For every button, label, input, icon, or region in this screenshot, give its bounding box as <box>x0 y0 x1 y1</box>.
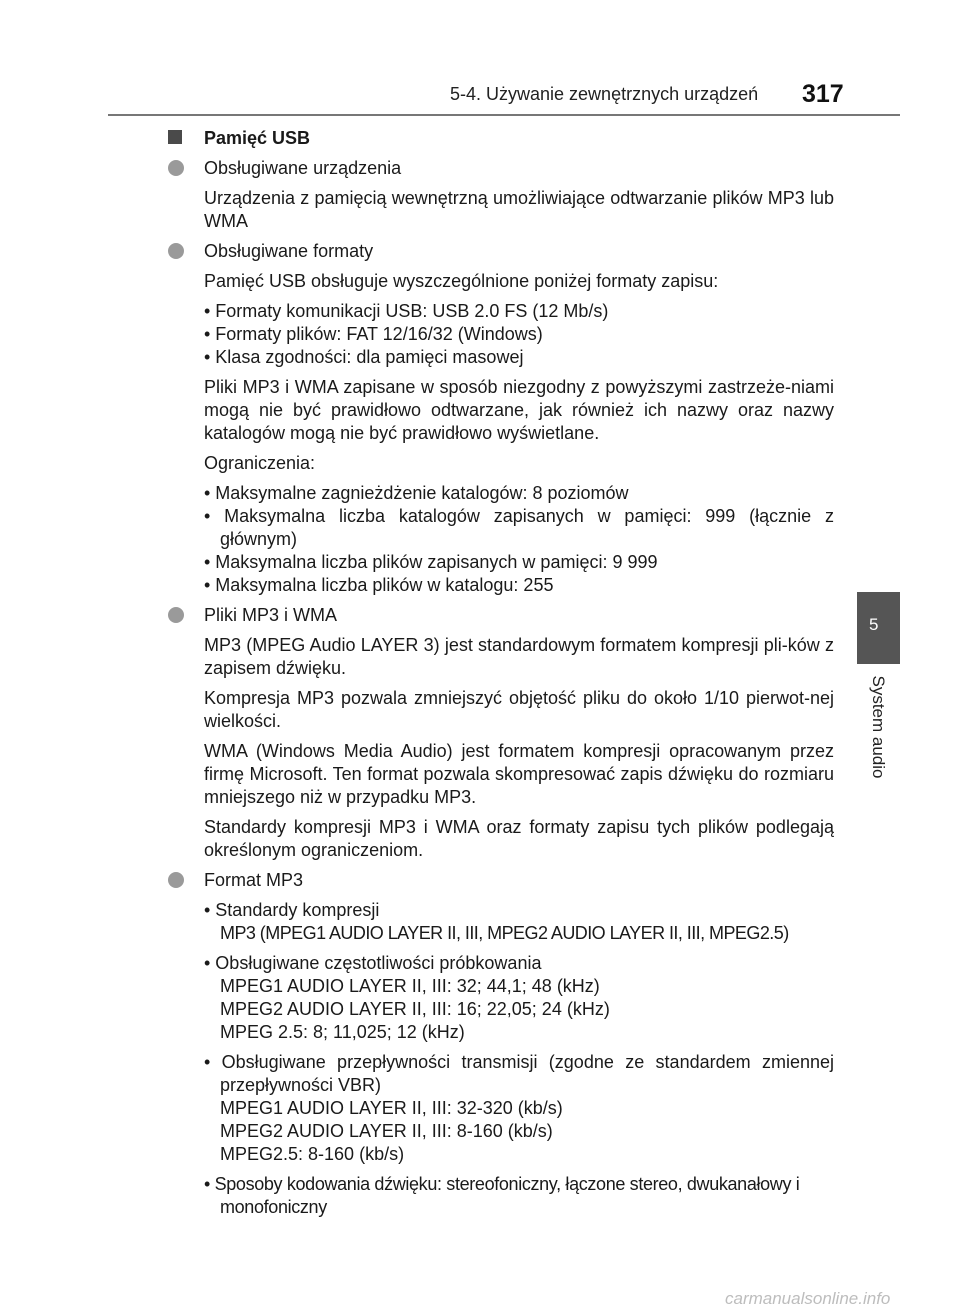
list-item: • Maksymalna liczba plików w katalogu: 255 <box>204 575 554 595</box>
square-bullet-icon <box>168 130 182 144</box>
watermark: carmanualsonline.info <box>725 1289 891 1308</box>
list-item: • Maksymalne zagnieżdżenie katalogów: 8 poziomów <box>204 483 629 503</box>
list-item: • Maksymalna liczba katalogów zapisanych w pamięci: 999 (łącznie z głównym) <box>204 506 834 549</box>
section-title: Pamięć USB <box>204 128 311 148</box>
list-item: • Formaty plików: FAT 12/16/32 (Windows) <box>204 324 543 344</box>
subheading-mp3: Format MP3 <box>168 869 834 892</box>
subheading-files: Pliki MP3 i WMA <box>168 604 834 627</box>
list-item-detail: MPEG2 AUDIO LAYER II, III: 16; 22,05; 24 (kHz) <box>220 999 610 1019</box>
files-paragraph-1: MP3 (MPEG Audio LAYER 3) jest standardowym formatem kompresji pli-ków z zapisem dźwięku. <box>204 635 834 678</box>
header-rule <box>108 114 900 116</box>
list-item-detail: MP3 (MPEG1 AUDIO LAYER II, III, MPEG2 AUDIO LAYER II, III, MPEG2.5) <box>220 923 789 943</box>
mp3-standards <box>204 899 834 945</box>
circle-bullet-icon <box>168 872 184 888</box>
chapter-tab <box>857 592 900 664</box>
circle-bullet-icon <box>168 243 184 259</box>
formats-list <box>204 300 834 369</box>
subheading-formats: Obsługiwane formaty <box>168 240 834 263</box>
page-number: 317 <box>802 80 844 108</box>
list-item: • Maksymalna liczba plików zapisanych w pamięci: 9 999 <box>204 552 658 572</box>
files-paragraph-3: WMA (Windows Media Audio) jest formatem kompresji opracowanym przez firmę Microsoft. Ten format pozwala skompresować zapis dźwięku do rozmiaru mniejszego niż w przypadku MP3. <box>204 741 834 807</box>
list-item-detail: MPEG 2.5: 8; 11,025; 12 (kHz) <box>220 1022 465 1042</box>
limits-heading: Ograniczenia: <box>204 453 316 473</box>
list-item-detail: MPEG1 AUDIO LAYER II, III: 32-320 (kb/s) <box>220 1098 563 1118</box>
list-item-detail: MPEG2 AUDIO LAYER II, III: 8-160 (kb/s) <box>220 1121 553 1141</box>
formats-warning: Pliki MP3 i WMA zapisane w sposób niezgodny z powyższymi zastrzeże-niami mogą nie być prawidłowo odtwarzane, jak również ich nazwy oraz nazwy katalogów mogą nie być prawidłowo wyświetlane. <box>204 377 834 443</box>
list-item: • Standardy kompresji <box>204 900 380 920</box>
list-item-detail: MPEG2.5: 8-160 (kb/s) <box>220 1144 405 1164</box>
circle-bullet-icon <box>168 160 184 176</box>
section-heading <box>168 127 834 150</box>
chapter-number: 5 <box>869 615 879 634</box>
devices-text: Urządzenia z pamięcią wewnętrzną umożliwiające odtwarzanie plików MP3 lub WMA <box>204 188 834 231</box>
limits-list <box>204 482 834 597</box>
chapter-title: System audio <box>869 675 888 779</box>
list-item: • Klasa zgodności: dla pamięci masowej <box>204 347 524 367</box>
circle-bullet-icon <box>168 607 184 623</box>
running-header: 5-4. Używanie zewnętrznych urządzeń <box>450 84 759 104</box>
page-content <box>168 127 834 1219</box>
files-paragraph-4: Standardy kompresji MP3 i WMA oraz formaty zapisu tych plików podlegają określonym ograniczeniom. <box>204 817 834 860</box>
files-paragraph-2: Kompresja MP3 pozwala zmniejszyć objętość pliku do około 1/10 pierwot-nej wielkości. <box>204 688 834 731</box>
list-item: • Obsługiwane przepływności transmisji (zgodne ze standardem zmiennej przepływności VBR) <box>204 1052 834 1095</box>
mp3-bitrates <box>204 1051 834 1166</box>
list-item: • Obsługiwane częstotliwości próbkowania <box>204 953 542 973</box>
mp3-encoding <box>204 1173 834 1219</box>
mp3-sampling <box>204 952 834 1044</box>
list-item: • Formaty komunikacji USB: USB 2.0 FS (12 Mb/s) <box>204 301 609 321</box>
subheading-devices: Obsługiwane urządzenia <box>168 157 834 180</box>
list-item-detail: MPEG1 AUDIO LAYER II, III: 32; 44,1; 48 (kHz) <box>220 976 600 996</box>
list-item: • Sposoby kodowania dźwięku: stereofoniczny, łączone stereo, dwukanałowy i monofoniczny <box>204 1174 800 1217</box>
formats-intro: Pamięć USB obsługuje wyszczególnione poniżej formaty zapisu: <box>204 271 719 291</box>
